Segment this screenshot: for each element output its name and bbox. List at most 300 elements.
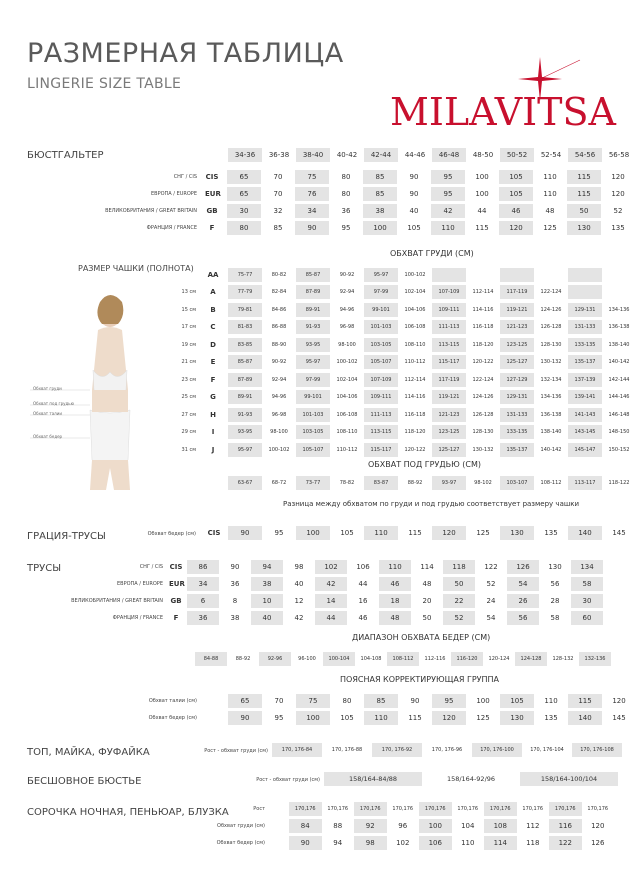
briefs-cell: 18: [379, 594, 411, 608]
cup-cell: 148-150: [608, 429, 630, 436]
nightwear-cell: 112: [526, 821, 540, 830]
cup-cell: 92-94: [339, 289, 355, 296]
cup-cell: 100-102: [404, 271, 426, 278]
cup-cell: 125-127: [500, 355, 534, 369]
nightwear-cell: 170,176: [549, 802, 582, 816]
table-cell: 38: [363, 204, 397, 218]
briefs-row-code: CIS: [169, 562, 183, 571]
hip-ranges-row: [195, 652, 611, 666]
size-cell: 46-48: [432, 148, 466, 162]
table-cell: 115: [567, 170, 601, 184]
cup-code: F: [210, 375, 216, 384]
cup-cm: 29 см: [181, 429, 196, 436]
nightwear-cell: 110: [461, 838, 475, 847]
cup-row: [176, 284, 636, 302]
gracia-cell: 130: [500, 526, 534, 540]
cup-cell: 92-94: [271, 376, 287, 383]
cup-cell: 87-89: [228, 373, 262, 387]
gracia-cell: 110: [364, 526, 398, 540]
cup-cell: 94-96: [271, 394, 287, 401]
seamless-cell: 158/164-92/96: [446, 775, 496, 783]
briefs-cell: 52: [486, 579, 496, 588]
cup-cm: 19 см: [181, 341, 196, 348]
nightwear-label: Рост: [253, 805, 265, 812]
cup-cell: 89-91: [296, 303, 330, 317]
nightwear-cell: 118: [526, 838, 540, 847]
table-cell: 120: [611, 189, 625, 198]
cup-cell: 80-82: [271, 271, 287, 278]
tops-cell: 170, 176-96: [431, 747, 463, 753]
spacer-cell: [265, 802, 289, 816]
cup-row: [176, 354, 636, 372]
briefs-cell: 8: [232, 596, 238, 605]
size-cell: 56-58: [608, 151, 630, 159]
shaping-cell: 105: [500, 694, 534, 708]
underbust-cell: 73-77: [296, 476, 330, 490]
cup-cell: 104-106: [336, 394, 358, 401]
cup-cell: 117-119: [500, 285, 534, 299]
table-cell: 110: [543, 189, 557, 198]
underbust-cells: [228, 476, 636, 490]
cup-cell: 140-142: [540, 446, 562, 453]
cup-row: [176, 406, 636, 424]
tops-cell: 170, 176-92: [372, 743, 422, 757]
table-cell: 46: [499, 204, 533, 218]
cup-cell: 102-104: [404, 289, 426, 296]
figure-label-bust: Обхват груди: [33, 386, 62, 391]
cup-cell: 137-139: [568, 373, 602, 387]
size-cell: 54-56: [568, 148, 602, 162]
table-cell: 105: [499, 170, 533, 184]
seamless-label: Рост - обхват груди (см): [256, 777, 320, 783]
cup-cell: [432, 268, 466, 282]
table-cell: 95: [431, 187, 465, 201]
briefs-cell: 130: [548, 562, 562, 571]
briefs-cell: 122: [484, 562, 498, 571]
briefs-row-label: СНГ / CIS: [139, 563, 163, 570]
briefs-cell: 16: [358, 596, 368, 605]
cup-row: [176, 336, 636, 354]
cup-cm: 23 см: [181, 376, 196, 383]
nightwear-cell: 84: [289, 819, 322, 833]
cup-cell: 142-144: [608, 376, 630, 383]
cup-cell: 108-110: [336, 429, 358, 436]
cup-cell: 105-107: [296, 443, 330, 457]
cup-cell: [568, 268, 602, 282]
tops-cell: 170, 176-100: [472, 743, 522, 757]
cup-cell: 104-106: [404, 306, 426, 313]
shaping-cell: 120: [432, 711, 466, 725]
briefs-row-code: GB: [170, 596, 182, 605]
cup-cell: 141-143: [568, 408, 602, 422]
cup-code: B: [210, 305, 216, 314]
bra-sizes-row: [228, 148, 636, 162]
cup-cell: 100-102: [336, 359, 358, 366]
underbust-header: ОБХВАТ ПОД ГРУДЬЮ (СМ): [368, 460, 481, 469]
cup-cell: 107-109: [432, 285, 466, 299]
cup-cell: 139-141: [568, 390, 602, 404]
tops-cell: 170, 176-108: [572, 743, 622, 757]
table-cell: 40: [409, 206, 419, 215]
cup-cell: 126-128: [540, 324, 562, 331]
cup-cell: [466, 268, 500, 282]
size-cell: 40-42: [336, 151, 358, 159]
nightwear-cell: 170,176: [419, 802, 452, 816]
table-cell: 85: [363, 170, 397, 184]
briefs-cell: 38: [251, 577, 283, 591]
cup-cell: 146-148: [608, 411, 630, 418]
page-title: РАЗМЕРНАЯ ТАБЛИЦА: [27, 38, 344, 69]
gracia-cell: 135: [544, 529, 558, 537]
cup-cell: 107-109: [364, 373, 398, 387]
shaping-cell: 100: [296, 711, 330, 725]
nightwear-cell: 122: [549, 836, 582, 850]
table-cell: 130: [567, 221, 601, 235]
cup-cell: 85-87: [296, 268, 330, 282]
briefs-cell: 46: [358, 613, 368, 622]
seamless-row: [324, 772, 618, 786]
underbust-cell: 113-117: [568, 476, 602, 490]
cup-cell: 120-122: [472, 359, 494, 366]
briefs-cell: 44: [315, 611, 347, 625]
bra-row: [27, 185, 635, 202]
table-cell: 95: [341, 223, 351, 232]
cup-cell: 109-111: [364, 390, 398, 404]
table-cell: 105: [499, 187, 533, 201]
nightwear-label: Обхват груди (см): [217, 822, 265, 829]
cup-cell: 126-128: [472, 411, 494, 418]
gracia-cell: 140: [568, 526, 602, 540]
tops-title: ТОП, МАЙКА, ФУФАЙКА: [27, 747, 150, 758]
hip-cell: 104-108: [360, 656, 382, 662]
table-cell: 42: [431, 204, 465, 218]
underbust-cell: 78-82: [339, 480, 355, 486]
briefs-cell: 42: [315, 577, 347, 591]
cup-row: [176, 319, 636, 337]
nightwear-cell: 90: [289, 836, 322, 850]
hip-cell: 108-112: [387, 652, 419, 666]
underbust-cell: 98-102: [474, 480, 492, 486]
briefs-cell: 46: [379, 577, 411, 591]
briefs-row-code: F: [173, 613, 179, 622]
nightwear-cell: 170,176: [457, 805, 479, 812]
cup-row: [176, 441, 636, 459]
size-cell: 48-50: [472, 151, 494, 159]
briefs-cell: 58: [550, 613, 560, 622]
hip-cell: 96-100: [298, 656, 316, 662]
cup-cell: 114-116: [404, 394, 426, 401]
bust-header: ОБХВАТ ГРУДИ (СМ): [390, 249, 474, 258]
hip-cell: 116-120: [451, 652, 483, 666]
cup-cell: 95-97: [364, 268, 398, 282]
shaping-cell: 105: [340, 713, 354, 722]
shaping-table: [27, 692, 636, 726]
cup-cell: 89-91: [228, 390, 262, 404]
nightwear-label: Обхват бедер (см): [216, 839, 265, 846]
cup-cell: 97-99: [296, 373, 330, 387]
cup-cm: 13 см: [181, 289, 196, 296]
size-cell: 52-54: [540, 151, 562, 159]
cup-code: I: [211, 428, 215, 437]
cup-cell: 99-101: [296, 390, 330, 404]
cup-code: H: [210, 410, 216, 419]
table-cell: 80: [227, 221, 261, 235]
briefs-cell: 26: [507, 594, 539, 608]
cup-cell: 145-147: [568, 443, 602, 457]
cup-cell: [602, 268, 636, 282]
nightwear-cell: 114: [484, 836, 517, 850]
cup-cell: 83-85: [228, 338, 262, 352]
nightwear-cell: 170,176: [289, 802, 322, 816]
cup-cell: 130-132: [472, 446, 494, 453]
bra-row: [27, 168, 635, 185]
briefs-cell: 14: [315, 594, 347, 608]
cup-cell: 119-121: [500, 303, 534, 317]
underbust-cell: 88-92: [407, 480, 423, 486]
gracia-cell: 100: [296, 526, 330, 540]
table-cell: 70: [273, 189, 283, 198]
nightwear-cell: 100: [419, 819, 452, 833]
gracia-label: Обхват бедер (см): [147, 531, 196, 537]
table-cell: 120: [611, 172, 625, 181]
briefs-cell: 28: [550, 596, 560, 605]
hip-cell: 124-128: [515, 652, 547, 666]
hip-cell: 88-92: [235, 656, 251, 662]
briefs-cell: 58: [571, 577, 603, 591]
briefs-cell: 48: [379, 611, 411, 625]
size-cell: 44-46: [404, 151, 426, 159]
cup-cell: 90-92: [339, 271, 355, 278]
nightwear-row: [27, 800, 614, 817]
spacer-cell: [265, 836, 289, 850]
nightwear-table: [27, 800, 614, 851]
nightwear-cell: 92: [354, 819, 387, 833]
cup-cell: 122-124: [472, 376, 494, 383]
table-cell: 34: [295, 204, 329, 218]
cup-cell: 101-103: [364, 320, 398, 334]
cup-cell: 106-108: [336, 411, 358, 418]
cup-row: [176, 389, 636, 407]
cup-row: [176, 424, 636, 442]
table-cell: 135: [611, 223, 625, 232]
cup-code: J: [211, 445, 215, 454]
size-cell: 36-38: [268, 151, 290, 159]
shaping-cell: 110: [364, 711, 398, 725]
cup-cell: 111-113: [432, 320, 466, 334]
page-subtitle: LINGERIE SIZE TABLE: [27, 76, 182, 92]
underbust-cell: 118-122: [608, 480, 630, 486]
cup-cell: 77-79: [228, 285, 262, 299]
cup-cell: 111-113: [364, 408, 398, 422]
size-cell: 38-40: [296, 148, 330, 162]
tops-cells: [272, 743, 622, 757]
briefs-cell: 114: [420, 562, 434, 571]
cup-cell: 98-100: [270, 429, 288, 436]
briefs-cell: 50: [422, 613, 432, 622]
briefs-title: ТРУСЫ: [27, 563, 62, 574]
nightwear-cell: 108: [484, 819, 517, 833]
cup-cm: 25 см: [181, 394, 196, 401]
spacer-cell: [197, 694, 228, 708]
logo-text: MILAVITSA: [390, 90, 616, 134]
cup-cell: 133-135: [500, 425, 534, 439]
shaping-cell: 140: [568, 711, 602, 725]
briefs-cell: 56: [507, 611, 539, 625]
cup-cell: [602, 285, 636, 299]
briefs-cell: 94: [251, 560, 283, 574]
briefs-cell: 20: [422, 596, 432, 605]
gracia-cell: 95: [274, 529, 284, 537]
cup-cell: 110-112: [404, 359, 426, 366]
briefs-row-label: ФРАНЦИЯ / FRANCE: [112, 614, 163, 621]
cup-cm: 17 см: [181, 324, 196, 331]
cup-cell: 90-92: [271, 359, 287, 366]
briefs-cell: 102: [315, 560, 347, 574]
cup-cell: 123-125: [432, 425, 466, 439]
cup-cell: [500, 268, 534, 282]
briefs-cell: 56: [550, 579, 560, 588]
cup-cell: 131-133: [500, 408, 534, 422]
cup-cell: 86-88: [271, 324, 287, 331]
briefs-cell: 90: [230, 562, 240, 571]
cup-cell: 116-118: [404, 411, 426, 418]
table-cell: 76: [295, 187, 329, 201]
cup-cell: 110-112: [336, 446, 358, 453]
cup-cell: 115-117: [364, 443, 398, 457]
shaping-cell: 95: [432, 694, 466, 708]
gracia-cell: 125: [476, 529, 490, 537]
nightwear-cell: 106: [419, 836, 452, 850]
shaping-label: Обхват талии (см): [148, 697, 197, 704]
cup-cell: 129-131: [500, 390, 534, 404]
tops-cell: 170, 176-88: [331, 747, 363, 753]
cup-title: РАЗМЕР ЧАШКИ (ПОЛНОТА): [78, 264, 194, 273]
nightwear-cell: 120: [591, 821, 605, 830]
cup-cell: 101-103: [296, 408, 330, 422]
nightwear-cell: 170,176: [392, 805, 414, 812]
cup-cell: 138-140: [608, 341, 630, 348]
cup-cell: 129-131: [568, 303, 602, 317]
briefs-cell: 12: [294, 596, 304, 605]
cup-cell: 115-117: [432, 355, 466, 369]
cup-code: D: [210, 340, 216, 349]
table-cell: 85: [273, 223, 283, 232]
gracia-row: [228, 526, 636, 540]
cup-cell: 135-137: [568, 355, 602, 369]
briefs-row: [27, 575, 603, 592]
shaping-cell: 115: [568, 694, 602, 708]
cup-cell: 95-97: [296, 355, 330, 369]
cup-cm: 27 см: [181, 411, 196, 418]
table-cell: 115: [567, 187, 601, 201]
table-cell: 85: [363, 187, 397, 201]
underbust-cell: 93-97: [432, 476, 466, 490]
size-cell: 42-44: [364, 148, 398, 162]
cup-cell: 143-145: [568, 425, 602, 439]
cup-cell: 106-108: [404, 324, 426, 331]
briefs-row-code: EUR: [169, 579, 185, 588]
nightwear-cell: 116: [549, 819, 582, 833]
gracia-cell: 145: [612, 529, 626, 537]
table-cell: 80: [341, 172, 351, 181]
table-cell: 52: [613, 206, 623, 215]
cup-cell: 98-100: [338, 341, 356, 348]
tops-label: Рост - обхват груди (см): [204, 748, 268, 754]
briefs-cell: 34: [187, 577, 219, 591]
cup-cell: 87-89: [296, 285, 330, 299]
shaping-cell: 145: [612, 713, 626, 722]
gracia-cell: 90: [228, 526, 262, 540]
seamless-cell: 158/164-100/104: [520, 772, 618, 786]
cup-cell: 134-136: [540, 394, 562, 401]
cup-cell: 125-127: [432, 443, 466, 457]
cup-cell: 113-115: [364, 425, 398, 439]
cup-cell: 124-126: [540, 306, 562, 313]
cup-note: Разница между обхватом по груди и под грудью соответствует размеру чашки: [283, 500, 580, 508]
cup-cm: 31 см: [181, 446, 196, 453]
nightwear-cell: 170,176: [587, 805, 609, 812]
briefs-cell: 86: [187, 560, 219, 574]
table-cell: 90: [295, 221, 329, 235]
briefs-cell: 30: [571, 594, 603, 608]
briefs-row-label: ВЕЛИКОБРИТАНИЯ / GREAT BRITAIN: [71, 597, 163, 604]
cup-cell: 128-130: [540, 341, 562, 348]
gracia-cell: 115: [408, 529, 422, 537]
briefs-cell: 98: [294, 562, 304, 571]
cup-cell: 131-133: [568, 320, 602, 334]
hip-cell: 128-132: [552, 656, 574, 662]
nightwear-cell: 126: [591, 838, 605, 847]
shaping-cell: 115: [408, 713, 422, 722]
briefs-cell: 54: [486, 613, 496, 622]
cup-code: G: [210, 393, 216, 402]
cup-code: AA: [207, 270, 219, 279]
shaping-cell: 110: [544, 696, 558, 705]
bra-row: [27, 219, 635, 236]
brand-logo: [390, 55, 620, 135]
spacer-cell: [197, 711, 228, 725]
briefs-cell: 44: [358, 579, 368, 588]
briefs-cell: 54: [507, 577, 539, 591]
table-cell: 95: [431, 170, 465, 184]
nightwear-row: [27, 834, 614, 851]
cup-row: [176, 266, 636, 284]
size-header-row: [228, 148, 636, 162]
shaping-cell: 80: [342, 696, 352, 705]
cup-cell: 82-84: [271, 289, 287, 296]
cup-cell: 112-114: [472, 289, 494, 296]
nightwear-cell: 170,176: [354, 802, 387, 816]
briefs-cell: 38: [230, 613, 240, 622]
cup-cell: 79-81: [228, 303, 262, 317]
cup-cell: 85-87: [228, 355, 262, 369]
cup-cell: [568, 285, 602, 299]
shaping-cell: 100: [476, 696, 490, 705]
cup-cell: 102-104: [336, 376, 358, 383]
hip-cell: 112-116: [424, 656, 446, 662]
size-cell: 50-52: [500, 148, 534, 162]
hip-cell: 84-88: [195, 652, 227, 666]
shaping-cell: 125: [476, 713, 490, 722]
briefs-table: [27, 558, 603, 626]
seamless-cell: 158/164-84/88: [324, 772, 422, 786]
cup-cell: 81-83: [228, 320, 262, 334]
cup-cell: 93-95: [228, 425, 262, 439]
seamless-cells: [324, 772, 618, 786]
cup-cm: 21 см: [181, 359, 196, 366]
table-cell: 80: [341, 189, 351, 198]
shaping-cell: 135: [544, 713, 558, 722]
